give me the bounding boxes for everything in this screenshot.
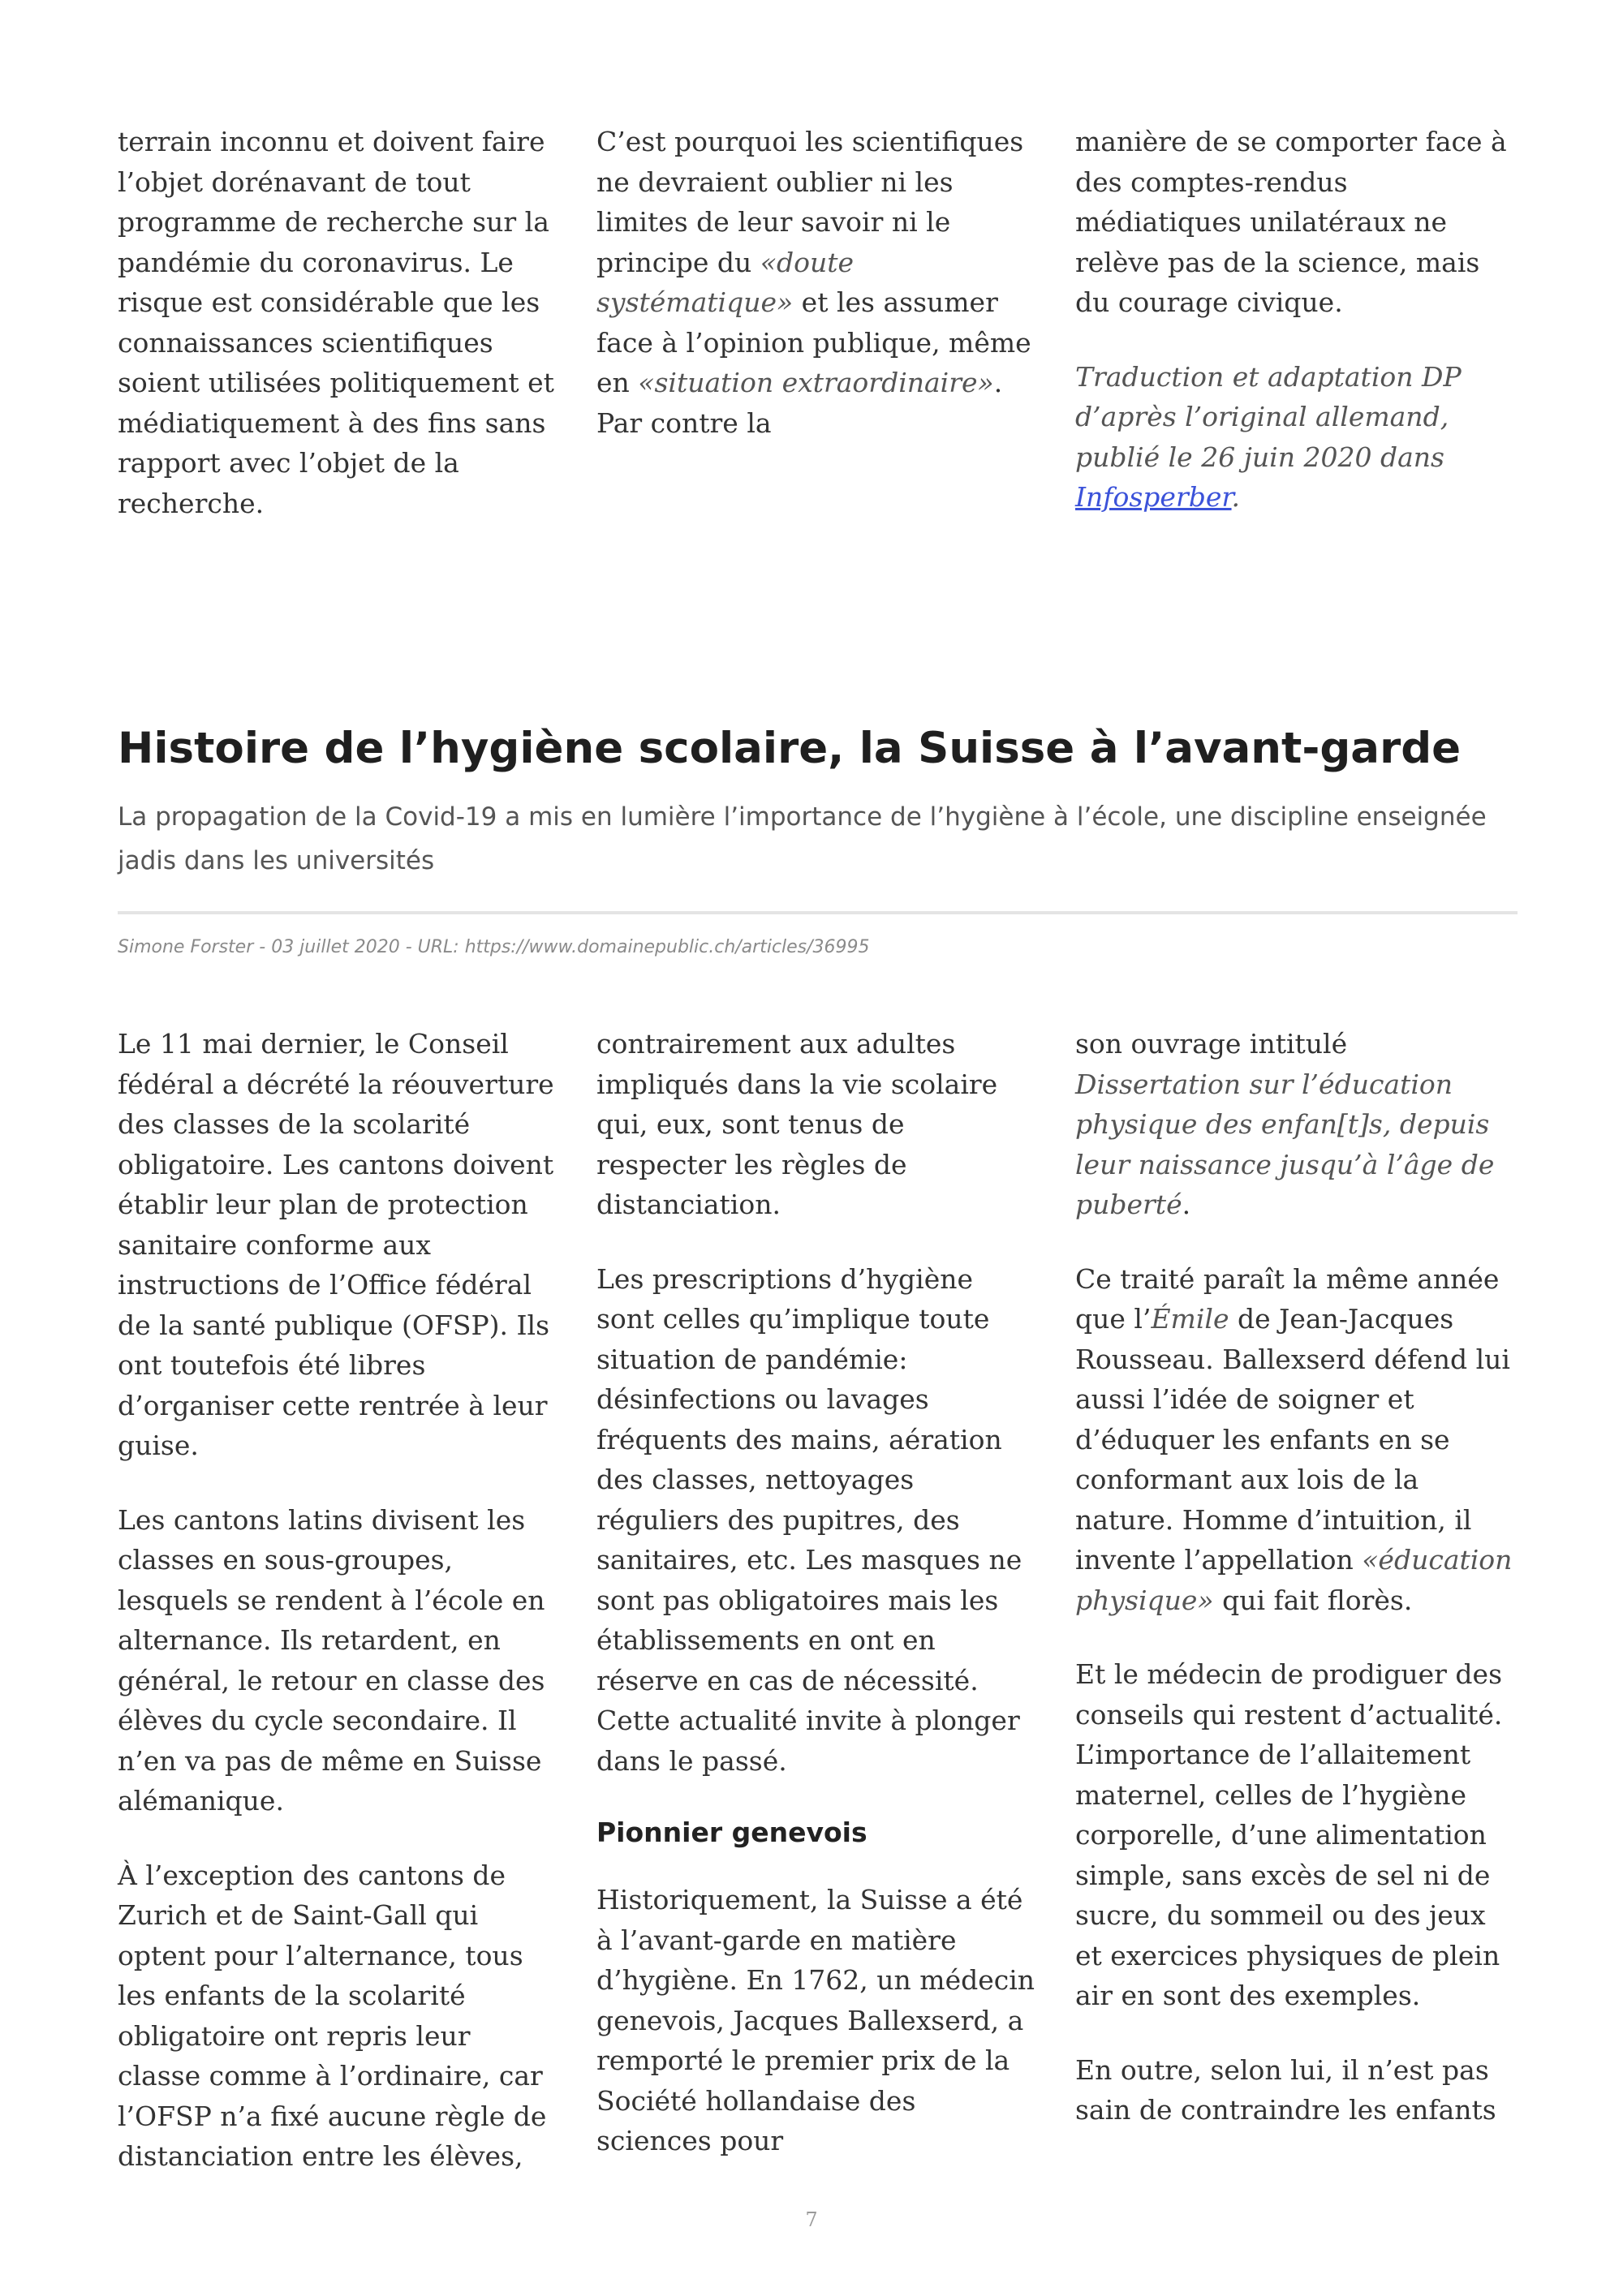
column-2 <box>596 122 1039 557</box>
text-run: . Par contre la <box>596 367 1003 439</box>
translation-note <box>1075 357 1518 518</box>
paragraph: contrairement aux adultes impliqués dans la vie scolaire qui, eux, sont tenus de respecter les règles de distanciation. <box>596 1028 998 1220</box>
column-1 <box>118 1024 560 2211</box>
section-heading: Pionnier genevois <box>596 1817 867 1848</box>
infosperber-link[interactable]: Infosperber <box>1075 481 1232 513</box>
previous-article-columns <box>118 122 1518 557</box>
paragraph <box>1075 1024 1518 1225</box>
article-subtitle: La propagation de la Covid-19 a mis en lumière l’importance de l’hygiène à l’école, une discipline enseignée jadis dans les universités <box>118 802 1487 875</box>
header-divider <box>118 911 1518 914</box>
text-run: Traduction et adaptation DP d’après l’original allemand, publié le 26 juin 2020 dans <box>1075 360 1462 473</box>
paragraph: Historiquement, la Suisse a été à l’avant-garde en matière d’hygiène. En 1762, un médecin genevois, Jacques Ballexserd, a remporté le premier prix de la Société hollandaise des sciences pour <box>596 1884 1035 2156</box>
emphasis: Émile <box>1151 1303 1229 1335</box>
paragraph: Et le médecin de prodiguer des conseils qui restent d’actualité. L’importance de l’allaitement maternel, celles de l’hygiène corporelle, d’une alimentation simple, sans excès de sel ni de sucre, du sommeil ou des jeux et exercices physiques de plein air en sont des exemples. <box>1075 1658 1503 2011</box>
paragraph: manière de se comporter face à des comptes-rendus médiatiques unilatéraux ne relève pas de la science, mais du courage civique. <box>1075 126 1507 318</box>
article-title: Histoire de l’hygiène scolaire, la Suisse à l’avant-garde <box>118 724 1462 773</box>
text-run: Ce traité paraît la même année que l’ <box>1075 1262 1500 1335</box>
book-title: Dissertation sur l’éducation physique des enfan[t]s, depuis leur naissance jusqu’à l’âge de puberté <box>1075 1068 1495 1220</box>
column-3 <box>1075 122 1518 557</box>
emphasis: «éducation physique» <box>1075 1544 1513 1616</box>
paragraph: Le 11 mai dernier, le Conseil fédéral a décrété la réouverture des classes de la scolarité obligatoire. Les cantons doivent établir leur plan de protection sanitaire conforme aux instructions de l’Office fédéral de la santé publique (OFSP). Ils ont toutefois été libres d’organiser cette rentrée à leur guise. <box>118 1028 554 1461</box>
article-body-columns <box>118 1024 1518 2211</box>
paragraph: terrain inconnu et doivent faire l’objet dorénavant de tout programme de recherche sur la pandémie du coronavirus. Le risque est considérable que les connaissances scientifiques soient utilisées politiquement et médiatiquement à des fins sans rapport avec l’objet de la recherche. <box>118 126 554 519</box>
article-byline: Simone Forster - 03 juillet 2020 - URL: https://www.domainepublic.ch/articles/36995 <box>118 937 870 957</box>
paragraph: Les cantons latins divisent les classes en sous-groupes, lesquels se rendent à l’école en alternance. Ils retardent, en général, le retour en classe des élèves du cycle secondaire. Il n’en va pas de même en Suisse alémanique. <box>118 1503 545 1817</box>
column-1 <box>118 122 560 557</box>
text-run: et les assumer face à l’opinion publique, même en <box>596 286 1031 398</box>
paragraph: Les prescriptions d’hygiène sont celles qu’implique toute situation de pandémie: désinfections ou lavages fréquents des mains, aération des classes, nettoyages réguliers des pupitres, des sanitaires, etc. Les masques ne sont pas obligatoires mais les établissements en ont en réserve en cas de nécessité. Cette actualité invite à plonger dans le passé. <box>596 1262 1022 1777</box>
paragraph <box>1075 1259 1518 1621</box>
paragraph <box>596 122 1039 443</box>
page-number: 7 <box>805 2208 818 2231</box>
text-run: C’est pourquoi les scientifiques ne devraient oublier ni les limites de leur savoir ni le principe du <box>596 126 1024 278</box>
text-run: qui fait florès. <box>1213 1584 1413 1616</box>
paragraph: À l’exception des cantons de Zurich et de Saint-Gall qui optent pour l’alternance, tous les enfants de la scolarité obligatoire ont repris leur classe comme à l’ordinaire, car l’OFSP n’a fixé aucune règle de distanciation entre les élèves, <box>118 1859 547 2172</box>
emphasis: «doute systématique» <box>596 246 854 318</box>
emphasis: «situation extraordinaire» <box>638 367 994 398</box>
text-run: . <box>1231 481 1241 513</box>
text-run: . <box>1182 1189 1191 1220</box>
paragraph: En outre, selon lui, il n’est pas sain de contraindre les enfants <box>1075 2053 1496 2126</box>
column-2 <box>596 1024 1039 2211</box>
text-run: de Jean-Jacques Rousseau. Ballexserd défend lui aussi l’idée de soigner et d’éduquer les enfants en se conformant aux lois de la nature. Homme d’intuition, il invente l’appellation <box>1075 1303 1510 1576</box>
text-run: son ouvrage intitulé <box>1075 1028 1348 1060</box>
column-3 <box>1075 1024 1518 2211</box>
